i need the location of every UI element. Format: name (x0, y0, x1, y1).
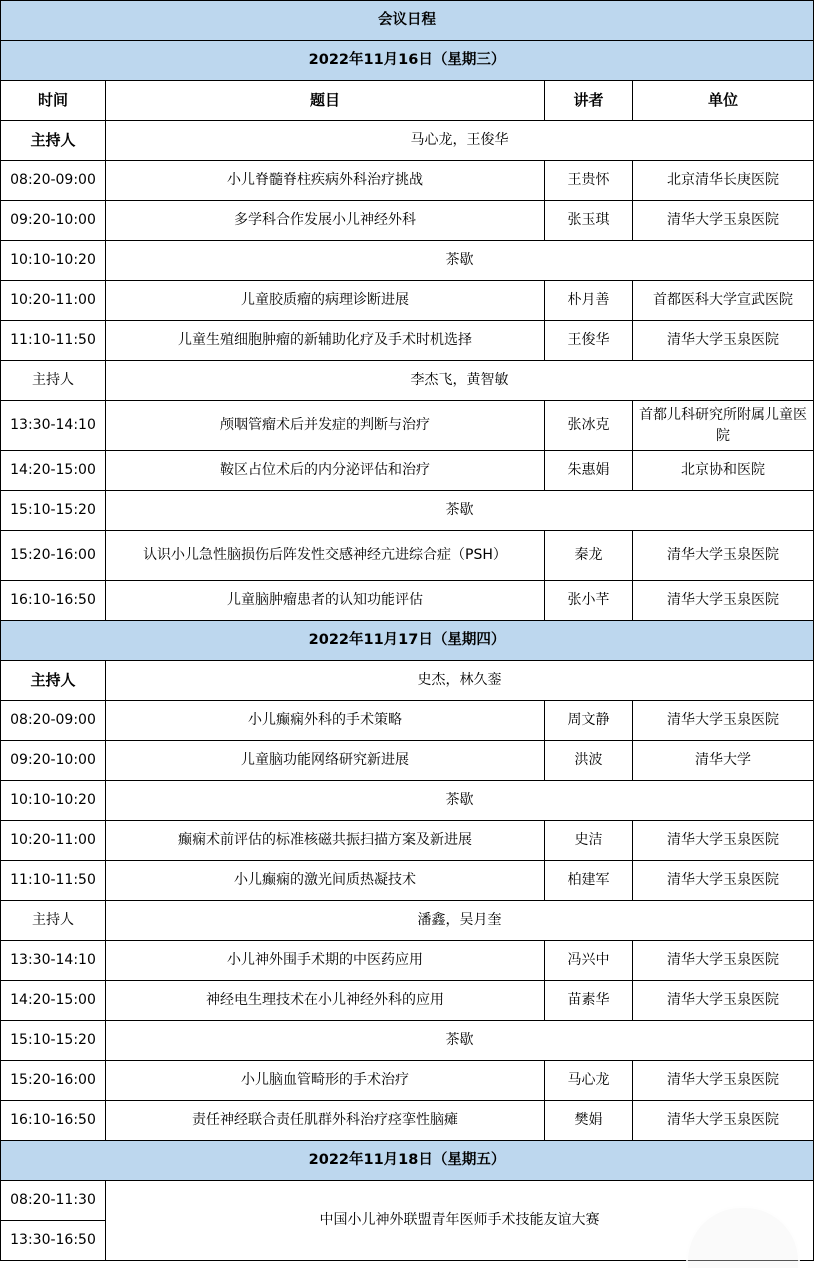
session-unit: 首都医科大学宣武医院 (633, 281, 814, 321)
session-unit: 清华大学玉泉医院 (633, 821, 814, 861)
session-time: 10:10-10:20 (1, 241, 106, 281)
tea-break-row (1, 241, 814, 281)
session-speaker: 张小芊 (545, 581, 633, 621)
competition-row (1, 1181, 814, 1221)
tea-break-row (1, 491, 814, 531)
tea-break-row (1, 781, 814, 821)
session-topic: 癫痫术前评估的标准核磁共振扫描方案及新进展 (106, 821, 545, 861)
session-time: 14:20-15:00 (1, 981, 106, 1021)
session-speaker: 朴月善 (545, 281, 633, 321)
session-row (1, 281, 814, 321)
session-topic: 鞍区占位术后的内分泌评估和治疗 (106, 451, 545, 491)
session-topic: 颅咽管瘤术后并发症的判断与治疗 (106, 401, 545, 451)
session-speaker: 柏建军 (545, 861, 633, 901)
session-time: 11:10-11:50 (1, 861, 106, 901)
schedule-title: 会议日程 (1, 1, 814, 41)
header-time: 时间 (1, 81, 106, 121)
session-unit: 清华大学玉泉医院 (633, 1101, 814, 1141)
session-row (1, 701, 814, 741)
session-unit: 清华大学玉泉医院 (633, 201, 814, 241)
session-row (1, 531, 814, 581)
session-row (1, 741, 814, 781)
session-topic: 小儿神外围手术期的中医药应用 (106, 941, 545, 981)
session-time: 15:10-15:20 (1, 1021, 106, 1061)
date-row (1, 41, 814, 81)
session-row (1, 1061, 814, 1101)
session-unit: 清华大学玉泉医院 (633, 861, 814, 901)
session-topic: 神经电生理技术在小儿神经外科的应用 (106, 981, 545, 1021)
session-row (1, 861, 814, 901)
session-topic: 儿童脑功能网络研究新进展 (106, 741, 545, 781)
host-label: 主持人 (1, 901, 106, 941)
date-banner: 2022年11月16日（星期三） (1, 41, 814, 81)
session-topic: 小儿癫痫外科的手术策略 (106, 701, 545, 741)
session-speaker: 朱惠娟 (545, 451, 633, 491)
session-row (1, 821, 814, 861)
session-unit: 清华大学玉泉医院 (633, 1061, 814, 1101)
session-topic: 儿童生殖细胞肿瘤的新辅助化疗及手术时机选择 (106, 321, 545, 361)
session-time: 13:30-14:10 (1, 941, 106, 981)
session-speaker: 史洁 (545, 821, 633, 861)
host-label: 主持人 (1, 661, 106, 701)
session-time: 16:10-16:50 (1, 1101, 106, 1141)
session-speaker: 张冰克 (545, 401, 633, 451)
session-unit: 清华大学玉泉医院 (633, 941, 814, 981)
session-time: 08:20-09:00 (1, 701, 106, 741)
session-unit: 清华大学玉泉医院 (633, 701, 814, 741)
session-time: 14:20-15:00 (1, 451, 106, 491)
session-time: 11:10-11:50 (1, 321, 106, 361)
header-unit: 单位 (633, 81, 814, 121)
session-unit: 清华大学玉泉医院 (633, 321, 814, 361)
session-topic: 儿童脑肿瘤患者的认知功能评估 (106, 581, 545, 621)
session-time: 13:30-14:10 (1, 401, 106, 451)
session-time: 08:20-09:00 (1, 161, 106, 201)
session-speaker: 周文静 (545, 701, 633, 741)
tea-break-label: 茶歇 (106, 491, 814, 531)
session-topic: 小儿脊髓脊柱疾病外科治疗挑战 (106, 161, 545, 201)
tea-break-label: 茶歇 (106, 781, 814, 821)
session-speaker: 洪波 (545, 741, 633, 781)
session-time: 09:20-10:00 (1, 201, 106, 241)
header-topic: 题目 (106, 81, 545, 121)
session-unit: 北京清华长庚医院 (633, 161, 814, 201)
tea-break-label: 茶歇 (106, 241, 814, 281)
session-time: 15:10-15:20 (1, 491, 106, 531)
competition-title: 中国小儿神外联盟青年医师手术技能友谊大赛 (106, 1181, 814, 1261)
session-unit: 清华大学 (633, 741, 814, 781)
session-row (1, 401, 814, 451)
session-row (1, 321, 814, 361)
tea-break-row (1, 1021, 814, 1061)
host-row (1, 361, 814, 401)
session-row (1, 451, 814, 491)
session-time: 15:20-16:00 (1, 1061, 106, 1101)
session-unit: 清华大学玉泉医院 (633, 531, 814, 581)
session-unit: 首都儿科研究所附属儿童医院 (633, 401, 814, 451)
host-row (1, 901, 814, 941)
session-row (1, 581, 814, 621)
session-time: 13:30-16:50 (1, 1221, 106, 1261)
tea-break-label: 茶歇 (106, 1021, 814, 1061)
session-topic: 儿童胶质瘤的病理诊断进展 (106, 281, 545, 321)
host-label: 主持人 (1, 121, 106, 161)
session-topic: 多学科合作发展小儿神经外科 (106, 201, 545, 241)
session-row (1, 1101, 814, 1141)
host-names: 马心龙，王俊华 (106, 121, 814, 161)
host-label: 主持人 (1, 361, 106, 401)
session-unit: 清华大学玉泉医院 (633, 581, 814, 621)
header-speaker: 讲者 (545, 81, 633, 121)
host-names: 李杰飞，黄智敏 (106, 361, 814, 401)
session-time: 08:20-11:30 (1, 1181, 106, 1221)
session-row (1, 201, 814, 241)
host-names: 史杰，林久銮 (106, 661, 814, 701)
session-unit: 清华大学玉泉医院 (633, 981, 814, 1021)
host-row (1, 661, 814, 701)
column-header-row (1, 81, 814, 121)
session-topic: 小儿癫痫的激光间质热凝技术 (106, 861, 545, 901)
session-speaker: 王贵怀 (545, 161, 633, 201)
session-speaker: 马心龙 (545, 1061, 633, 1101)
session-speaker: 王俊华 (545, 321, 633, 361)
session-row (1, 941, 814, 981)
session-speaker: 苗素华 (545, 981, 633, 1021)
session-topic: 小儿脑血管畸形的手术治疗 (106, 1061, 545, 1101)
session-topic: 责任神经联合责任肌群外科治疗痉挛性脑瘫 (106, 1101, 545, 1141)
host-names: 潘鑫，吴月奎 (106, 901, 814, 941)
session-speaker: 秦龙 (545, 531, 633, 581)
session-speaker: 冯兴中 (545, 941, 633, 981)
session-time: 10:10-10:20 (1, 781, 106, 821)
session-time: 15:20-16:00 (1, 531, 106, 581)
session-speaker: 樊娟 (545, 1101, 633, 1141)
session-time: 10:20-11:00 (1, 281, 106, 321)
session-unit: 北京协和医院 (633, 451, 814, 491)
session-topic: 认识小儿急性脑损伤后阵发性交感神经亢进综合症（PSH） (106, 531, 545, 581)
host-row (1, 121, 814, 161)
session-row (1, 161, 814, 201)
session-time: 09:20-10:00 (1, 741, 106, 781)
date-row (1, 1141, 814, 1181)
session-speaker: 张玉琪 (545, 201, 633, 241)
date-banner: 2022年11月17日（星期四） (1, 621, 814, 661)
title-row (1, 1, 814, 41)
session-time: 10:20-11:00 (1, 821, 106, 861)
session-time: 16:10-16:50 (1, 581, 106, 621)
date-banner: 2022年11月18日（星期五） (1, 1141, 814, 1181)
date-row (1, 621, 814, 661)
session-row (1, 981, 814, 1021)
